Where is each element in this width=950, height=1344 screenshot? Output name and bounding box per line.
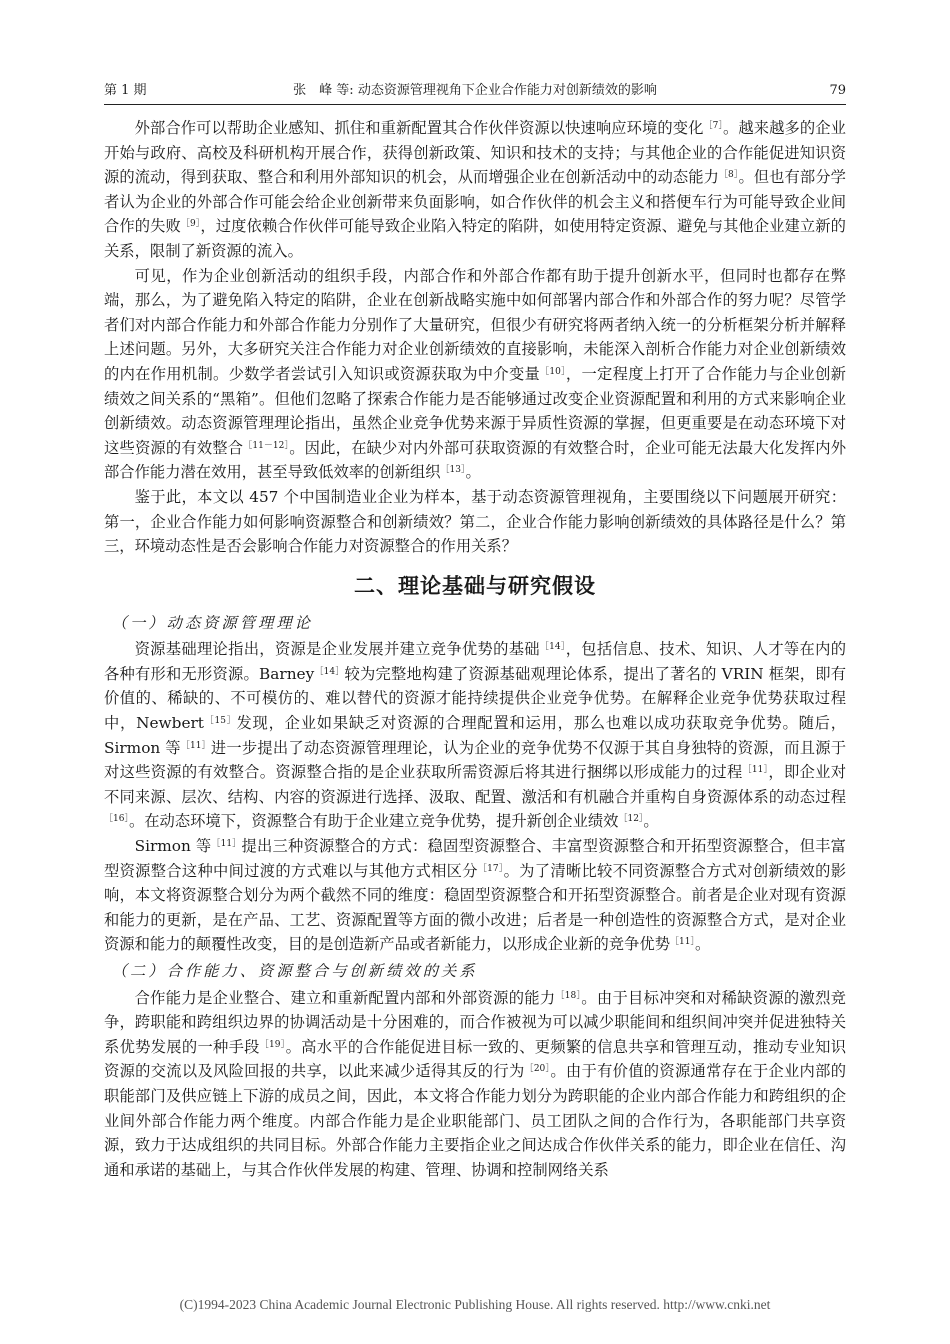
citation[interactable]: ［18］ — [555, 990, 582, 1001]
paragraph: 外部合作可以帮助企业感知、抓住和重新配置其合作伙伴资源以快速响应环境的变化$^{[7]}$。越来越多的企业开始与政府、高校及科研机构开展合作，获得创新政策、知识和技术的支持；与其他企业的合作能促进知识资源的流动，得到获取、整合和利用外部知识的机会，从而增强企业在创新活动中的动态能力$^{[8]}$。但也有部分学者认为企业的外部合作可能会给企业创新带来负面影响，如合作伙伴的机会主义和搭便车行为可能导致企业间合作的失败$^{[9]}$，过度依赖合作伙伴可能导致企业陷入特定的陷阱，如使用特定资源、避免与其他企业建立新的关系，限制了新资源的流入。 — [104, 119, 846, 260]
article-body — [104, 116, 846, 1182]
citation[interactable]: ［15］ — [203, 716, 237, 727]
paragraph: Sirmon 等$^{[11]}$提出三种资源整合的方式：稳固型资源整合、丰富型资源整合和开拓型资源整合，但丰富型资源整合这种中间过渡的方式难以与其他方式相区分$^{[17]}$。为了清晰比较不同资源整合方式对创新绩效的影响，本文将资源整合划分为两个截然不同的维度：稳固型资源整合和开拓型资源整合。前者是企业对现有资源和能力的更新，是在产品、工艺、资源配置等方面的微小改进；后者是一种创造性的资源整合方式，是对企业资源和能力的颠覆性改变，目的是创造新产品或者新能力，以形成企业新的竞争优势$^{[11]}$。 — [104, 837, 846, 954]
citation[interactable]: ［7］ — [703, 121, 724, 132]
subsection-heading: （二）合作能力、资源整合与创新绩效的关系 — [111, 962, 478, 980]
copyright-footer: (C)1994-2023 China Academic Journal Electronic Publishing House. All rights reserved. http://www.cnki.net — [179, 1297, 771, 1312]
citation[interactable]: ［11］ — [670, 937, 695, 948]
section-heading: 二、理论基础与研究假设 — [354, 573, 596, 598]
running-header — [104, 80, 846, 102]
paragraph: 可见，作为企业创新活动的组织手段，内部合作和外部合作都有助于提升创新水平，但同时也都存在弊端，那么，为了避免陷入特定的陷阱，企业在创新战略实施中如何部署内部合作和外部合作的努力呢？尽管学者们对内部合作能力和外部合作能力分别作了大量研究，但很少有研究将两者纳入统一的分析框架分析并解释上述问题。另外，大多研究关注合作能力对企业创新绩效的直接影响，未能深入剖析合作能力对企业创新绩效的内在作用机制。少数学者尝试引入知识或资源获取为中介变量$^{[10]}$，一定程度上打开了合作能力与企业创新绩效之间关系的“黑箱”。但他们忽略了探索合作能力是否能够通过改变企业资源配置和利用的方式来影响企业创新绩效。动态资源管理理论指出，虽然企业竞争优势来源于异质性资源的掌握，但更重要是在动态环境下对这些资源的有效整合$^{[11-12]}$。因此，在缺少对内外部可获取资源的有效整合时，企业可能无法最大化发挥内外部合作能力潜在效用，甚至导致低效率的创新组织$^{[13]}$。 — [104, 266, 846, 482]
citation[interactable]: ［16］ — [104, 814, 129, 825]
running-title: 张 峰 等: 动态资源管理视角下企业合作能力对创新绩效的影响 — [293, 83, 657, 98]
citation[interactable]: ［11］ — [211, 839, 242, 850]
citation[interactable]: ［13］ — [440, 465, 466, 476]
paragraph: 资源基础理论指出，资源是企业发展并建立竞争优势的基础$^{[14]}$，包括信息、技术、知识、人才等在内的各种有形和无形资源。Barney$^{[14]}$较为完整地构建了资源基础观理论体系，提出了著名的 VRIN 框架，即有价值的、稀缺的、不可模仿的、难以替代的资源才能持续提供企业竞争优势。在解释企业竞争优势获取过程中，Newbert$^{[15]}$发现，企业如果缺乏对资源的合理配置和运用，那么也难以成功获取竞争优势。随后，Sirmon 等$^{[11]}$进一步提出了动态资源管理理论，认为企业的竞争优势不仅源于其自身独特的资源，而且源于对这些资源的有效整合。资源整合指的是企业获取所需资源后将其进行捆绑以形成能力的过程$^{[11]}$，即企业对不同来源、层次、结构、内容的资源进行选择、汲取、配置、激活和有机融合并重构自身资源体系的动态过程$^{[16]}$。在动态环境下，资源整合有助于企业建立竞争优势，提升新创企业绩效$^{[12]}$。 — [104, 640, 847, 831]
citation[interactable]: ［14］ — [539, 642, 566, 653]
citation[interactable]: ［12］ — [618, 814, 644, 825]
citation[interactable]: ［11］ — [742, 765, 769, 776]
subsection-heading: （一）动态资源管理理论 — [111, 613, 313, 632]
citation[interactable]: ［17］ — [477, 863, 504, 874]
header-rule — [104, 104, 846, 105]
page-number: 79 — [829, 83, 846, 98]
citation[interactable]: ［20］ — [524, 1064, 551, 1075]
issue-number: 第 1 期 — [104, 83, 147, 98]
citation[interactable]: ［8］ — [718, 170, 739, 181]
citation[interactable]: ［19］ — [259, 1039, 286, 1050]
citation[interactable]: ［10］ — [540, 367, 566, 377]
citation[interactable]: ［11－12］ — [243, 440, 290, 451]
paragraph: 合作能力是企业整合、建立和重新配置内部和外部资源的能力$^{[18]}$。由于目标冲突和对稀缺资源的激烈竞争，跨职能和跨组织边界的协调活动是十分困难的，而合作被视为可以减少职能间和组织间冲突并促进独特关系优势发展的一种手段$^{[19]}$。高水平的合作能促进目标一致的、更频繁的信息共享和管理互动，推动专业知识资源的交流以及风险回报的共享，以此来减少适得其反的行为$^{[20]}$。由于有价值的资源通常存在于企业内部的职能部门及供应链上下游的成员之间，因此，本文将合作能力划分为跨职能的企业内部合作能力和跨组织的企业间外部合作能力两个维度。内部合作能力是企业职能部门、员工团队之间的合作行为，各职能部门共享资源，致力于达成组织的共同目标。外部合作能力主要指企业之间达成合作伙伴关系的能力，即企业在信任、沟通和承诺的基础上，与其合作伙伴发展的构建、管理、协调和控制网络关系 — [104, 988, 846, 1179]
citation[interactable]: ［11］ — [180, 740, 211, 751]
citation[interactable]: ［14］ — [314, 666, 345, 677]
paragraph: 鉴于此，本文以 457 个中国制造业企业为样本，基于动态资源管理视角，主要围绕以下问题展开研究：第一，企业合作能力如何影响资源整合和创新绩效？第二，企业合作能力影响创新绩效的具体路径是什么？第三，环境动态性是否会影响合作能力对资源整合的作用关系？ — [104, 487, 846, 556]
citation[interactable]: ［9］ — [180, 219, 201, 230]
